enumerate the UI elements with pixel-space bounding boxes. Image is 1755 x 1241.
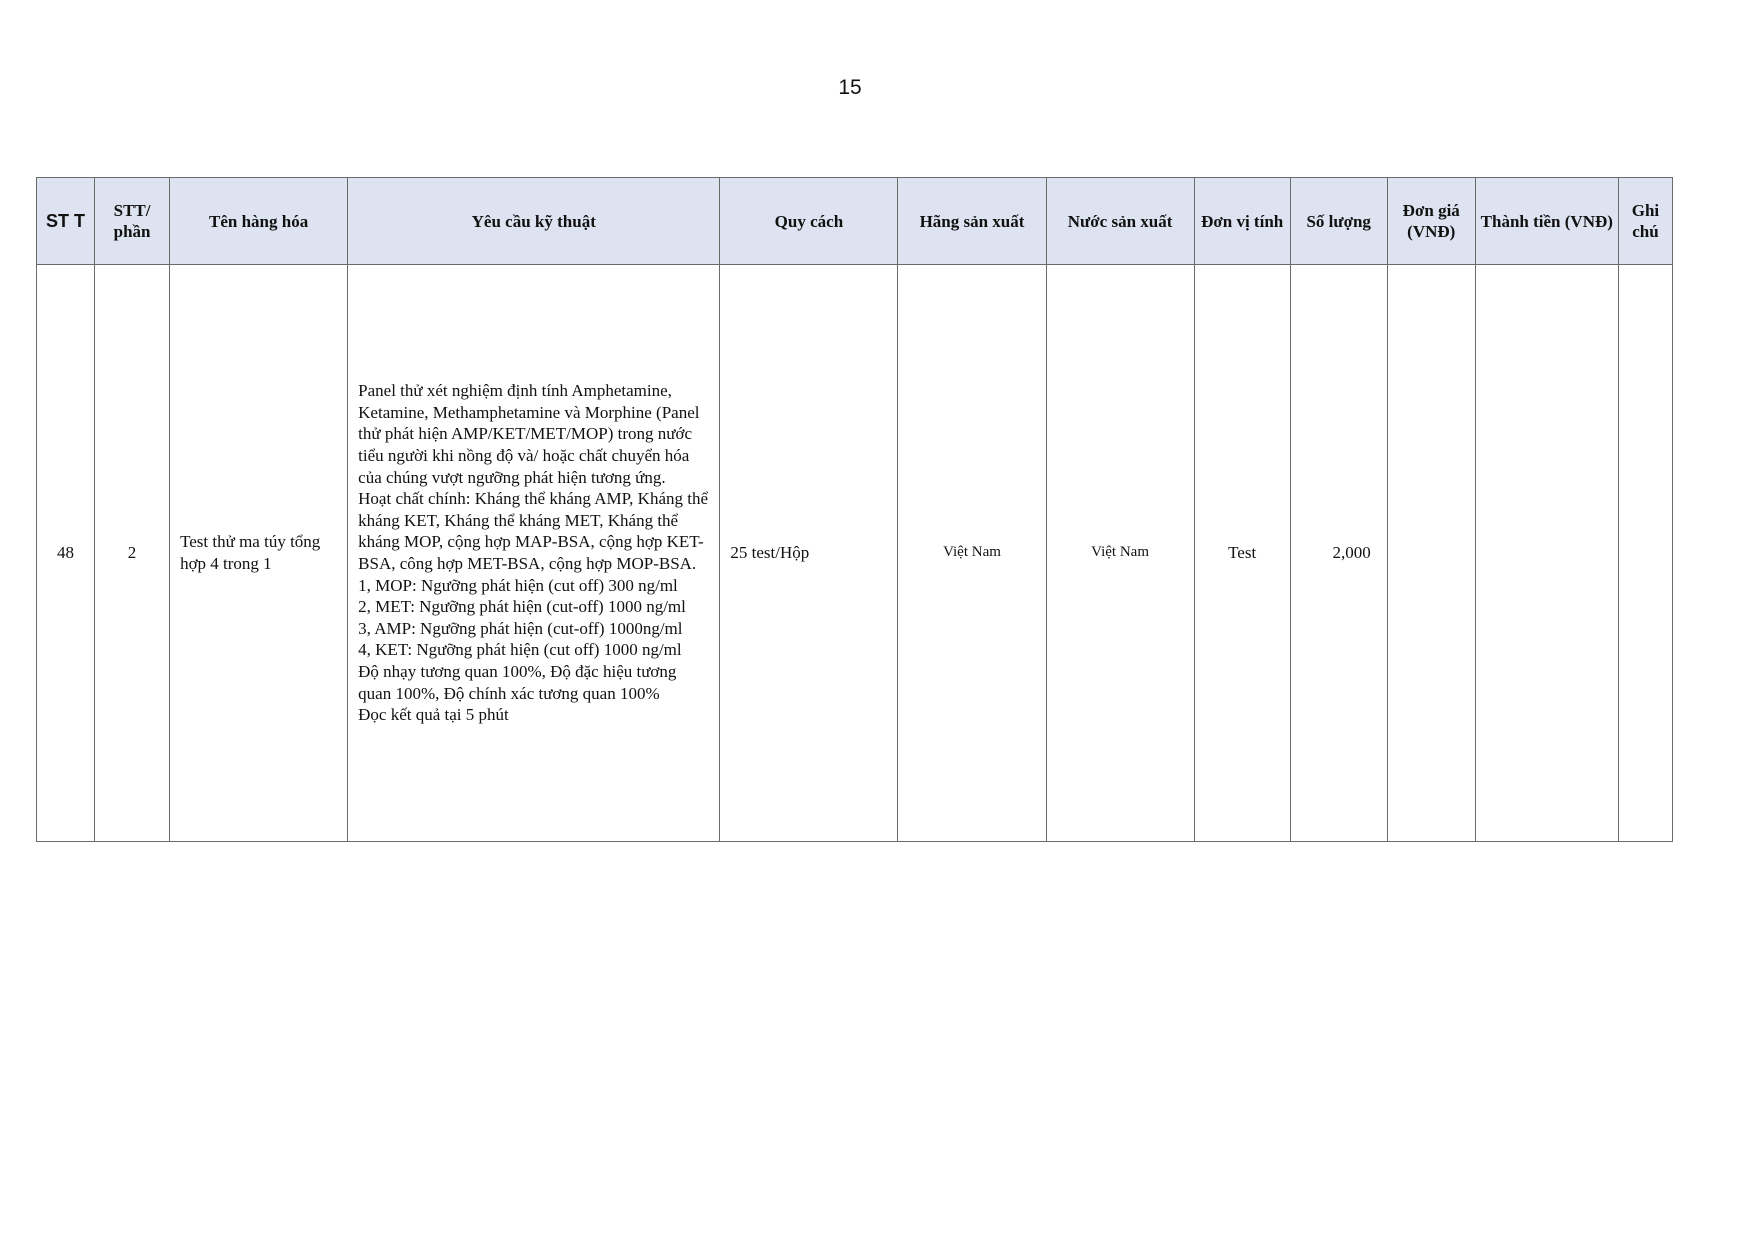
cell-stt-phan: 2 [95,265,170,842]
cell-thanh-tien [1475,265,1618,842]
goods-table [36,177,1673,842]
header-quy-cach: Quy cách [720,178,898,265]
header-yeu-cau-ky-thuat: Yêu cầu kỹ thuật [348,178,720,265]
header-ten-hang-hoa: Tên hàng hóa [170,178,348,265]
header-nuoc-san-xuat: Nước sản xuất [1046,178,1194,265]
cell-yeu-cau-ky-thuat [348,265,720,842]
spec-line: 3, AMP: Ngưỡng phát hiện (cut-off) 1000ng/ml [358,618,683,638]
page-number: 15 [838,76,862,99]
cell-so-luong: 2,000 [1290,265,1387,842]
spec-line: 2, MET: Ngưỡng phát hiện (cut-off) 1000 ng/ml [358,597,686,617]
header-ghi-chu: Ghi chú [1618,178,1672,265]
table-row [37,265,1673,842]
spec-line: Đọc kết quả tại 5 phút [358,705,509,725]
cell-don-vi-tinh: Test [1194,265,1290,842]
spec-line: 4, KET: Ngưỡng phát hiện (cut off) 1000 ng/ml [358,640,682,660]
spec-line: Độ nhạy tương quan 100%, Độ đặc hiệu tương quan 100%, Độ chính xác tương quan 100% [358,661,677,703]
header-row [37,178,1673,265]
cell-ghi-chu [1618,265,1672,842]
spec-line: Hoạt chất chính: Kháng thể kháng AMP, Kháng thể kháng KET, Kháng thể kháng MET, Kháng thể kháng MOP, cộng hợp MAP-BSA, cộng hợp KET-BSA, công hợp MET-BSA, cộng hợp MOP-BSA. [358,489,709,573]
header-stt: ST T [37,178,95,265]
cell-quy-cach: 25 test/Hộp [720,265,898,842]
spec-line: Panel thử xét nghiệm định tính Amphetamine, Ketamine, Methamphetamine và Morphine (Panel thử phát hiện AMP/KET/MET/MOP) trong nước tiểu người khi nồng độ và/ hoặc chất chuyển hóa của chúng vượt ngưỡng phát hiện tương ứng. [358,381,700,487]
header-don-vi-tinh: Đơn vị tính [1194,178,1290,265]
spec-line: 1, MOP: Ngưỡng phát hiện (cut off) 300 ng/ml [358,575,678,595]
header-thanh-tien: Thành tiền (VNĐ) [1475,178,1618,265]
cell-ten-hang-hoa: Test thử ma túy tổng hợp 4 trong 1 [170,265,348,842]
cell-don-gia [1387,265,1475,842]
header-don-gia: Đơn giá (VNĐ) [1387,178,1475,265]
cell-nuoc-san-xuat: Việt Nam [1046,265,1194,842]
cell-stt: 48 [37,265,95,842]
cell-hang-san-xuat: Việt Nam [898,265,1046,842]
header-hang-san-xuat: Hãng sản xuất [898,178,1046,265]
header-stt-phan: STT/ phần [95,178,170,265]
header-so-luong: Số lượng [1290,178,1387,265]
